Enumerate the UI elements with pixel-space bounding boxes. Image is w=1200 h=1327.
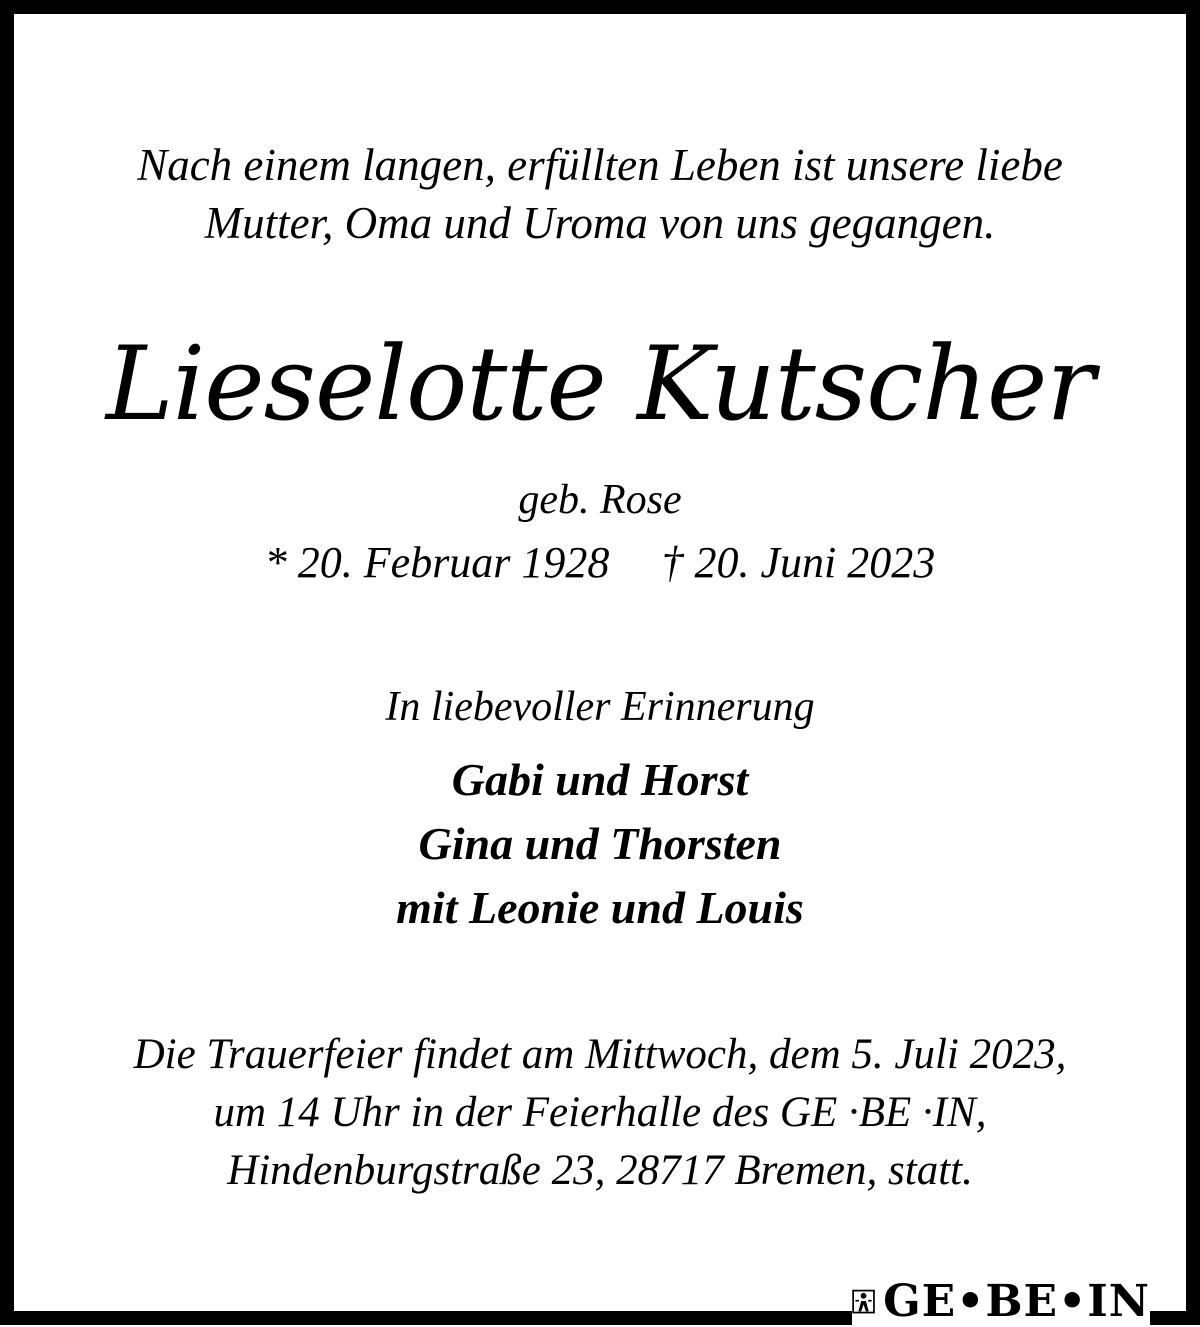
intro-line-2: Mutter, Oma und Uroma von uns gegangen.	[204, 198, 996, 248]
figure-icon	[852, 1279, 875, 1323]
death-date: † 20. Juni 2023	[661, 538, 936, 587]
mourner-name: Gabi und Horst	[451, 754, 749, 805]
life-dates	[0, 535, 1200, 591]
deceased-name: Lieselotte Kutscher	[105, 325, 1095, 444]
service-line-2: um 14 Uhr in der Feierhalle des GE ·BE ·IN,	[213, 1089, 987, 1136]
birth-date: * 20. Februar 1928	[264, 538, 610, 587]
gebein-logo	[852, 1276, 1150, 1325]
intro-line-1: Nach einem langen, erfüllten Leben ist unsere liebe	[137, 140, 1063, 190]
birth-name: geb. Rose	[518, 477, 682, 523]
service-line-3: Hindenburgstraße 23, 28717 Bremen, statt.	[227, 1147, 973, 1194]
service-line-1: Die Trauerfeier findet am Mittwoch, dem 5. Juli 2023,	[133, 1031, 1067, 1078]
mourner-name: Gina und Thorsten	[418, 818, 782, 869]
mourner-name: mit Leonie und Louis	[396, 882, 804, 933]
logo-text: GE•BE•IN	[883, 1276, 1150, 1327]
memory-heading: In liebevoller Erinnerung	[385, 684, 815, 730]
